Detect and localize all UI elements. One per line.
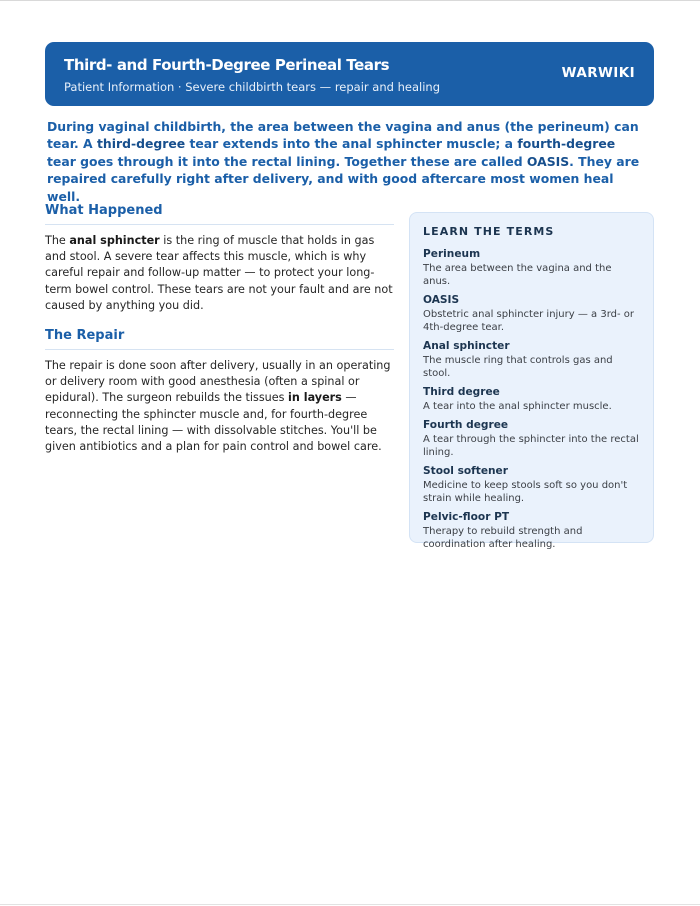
- top-divider: [0, 0, 700, 1]
- brand-logo: WARWIKI: [561, 65, 635, 81]
- repair-term: in layers: [288, 391, 342, 405]
- what-happened-text-2: is the ring of muscle that holds in gas and stool. A severe tear affects this muscle, which is why careful repair and follow-up matter — to protect your long-term bowel control. These tears are not your fault and are not caused by anything you did.: [45, 234, 393, 312]
- glossary-term: [423, 386, 640, 413]
- intro-paragraph: [47, 118, 647, 205]
- page-title: Third- and Fourth-Degree Perineal Tears: [64, 56, 390, 74]
- intro-text-3: tear goes through it into the rectal lining. Together these are called: [47, 153, 527, 169]
- term-definition: The area between the vagina and the anus.: [423, 263, 612, 287]
- glossary-term: [423, 511, 640, 551]
- intro-term-fourth-degree: fourth-degree: [517, 136, 616, 152]
- intro-term-third-degree: third-degree: [96, 136, 186, 152]
- term-name: Perineum: [423, 248, 481, 260]
- section-body-what-happened: [45, 233, 394, 314]
- bottom-divider: [0, 904, 700, 905]
- term-definition: A tear through the sphincter into the rectal lining.: [423, 434, 639, 458]
- section-heading-the-repair: The Repair: [45, 328, 394, 350]
- intro-text-2: tear extends into the anal sphincter muscle; a: [185, 136, 518, 152]
- term-definition: Obstetric anal sphincter injury — a 3rd- or 4th-degree tear.: [423, 309, 635, 333]
- glossary-term: [423, 419, 640, 459]
- intro-text-4: . They are repaired carefully right after delivery, and with good aftercare most women heal well.: [47, 153, 640, 204]
- term-name: Anal sphincter: [423, 340, 510, 352]
- glossary-term: [423, 465, 640, 505]
- glossary-term: [423, 294, 640, 334]
- page-header: [45, 42, 654, 106]
- term-definition: Medicine to keep stools soft so you don't strain while healing.: [423, 480, 628, 504]
- term-name: Fourth degree: [423, 419, 509, 431]
- glossary-panel: [409, 212, 654, 550]
- glossary-term: [423, 340, 640, 380]
- repair-text-1: The repair is done soon after delivery, usually in an operating or delivery room with good anesthesia (often a spinal or epidural). The surgeon rebuilds the tissues: [45, 359, 391, 405]
- term-name: Pelvic-floor PT: [423, 511, 510, 523]
- glossary-title: LEARN THE TERMS: [423, 225, 555, 238]
- term-definition: Therapy to rebuild strength and coordination after healing.: [423, 526, 583, 550]
- intro-term-oasis: OASIS: [526, 153, 570, 169]
- main-column: [45, 203, 394, 455]
- what-happened-text-1: The: [45, 234, 70, 247]
- glossary-term: [423, 248, 640, 288]
- term-definition: The muscle ring that controls gas and stool.: [423, 355, 613, 379]
- section-body-the-repair: [45, 358, 394, 455]
- what-happened-term: anal sphincter: [69, 234, 160, 247]
- term-name: Third degree: [423, 386, 500, 398]
- section-the-repair: [45, 328, 394, 455]
- section-heading-what-happened: What Happened: [45, 203, 394, 225]
- repair-text-2: — reconnecting the sphincter muscle and, for fourth-degree tears, the rectal lining — with dissolvable stitches. You'll be given antibiotics and a plan for pain control and bowel care.: [45, 391, 382, 454]
- section-what-happened: [45, 203, 394, 314]
- intro-text-1: During vaginal childbirth, the area between the vagina and anus (the perineum) can tear. A: [47, 119, 639, 152]
- page-subtitle: Patient Information · Severe childbirth tears — repair and healing: [64, 80, 440, 94]
- term-name: Stool softener: [423, 465, 508, 477]
- term-definition: A tear into the anal sphincter muscle.: [423, 401, 612, 412]
- term-name: OASIS: [423, 294, 460, 306]
